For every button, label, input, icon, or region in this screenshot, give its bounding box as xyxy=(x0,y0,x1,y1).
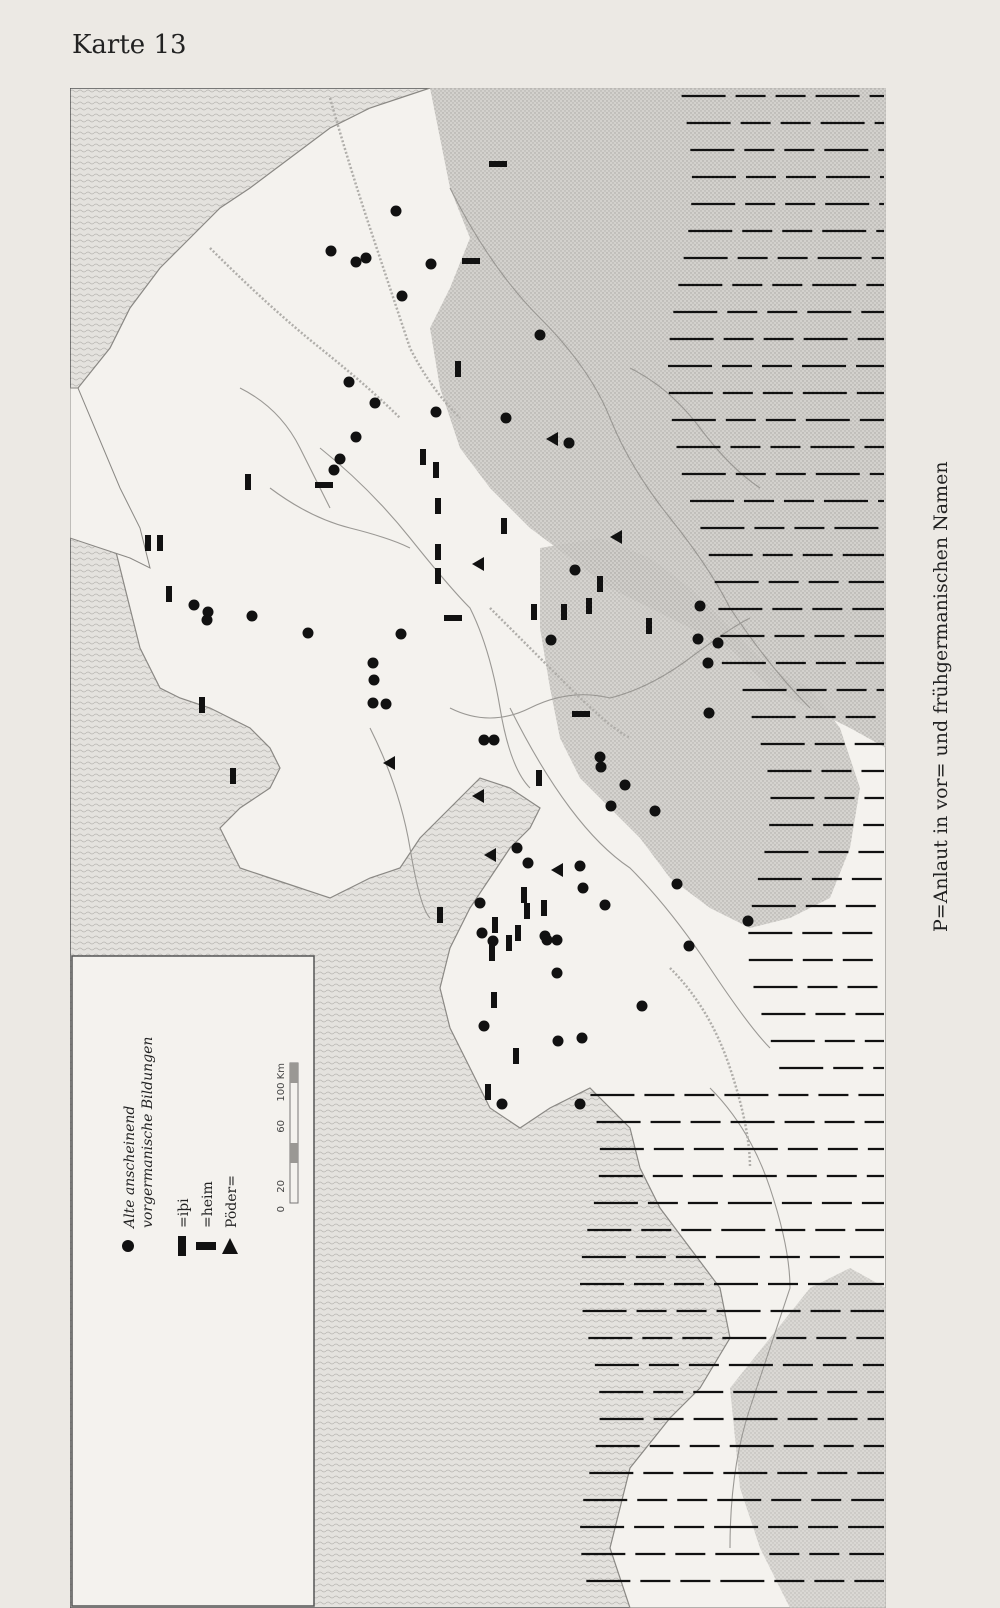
vorgermanisch-marker xyxy=(542,935,553,946)
ithi-marker xyxy=(646,618,652,634)
ithi-marker xyxy=(521,887,527,903)
ithi-marker xyxy=(531,604,537,620)
ithi-marker xyxy=(536,770,542,786)
vorgermanisch-marker xyxy=(344,377,355,388)
ithi-marker xyxy=(524,903,530,919)
vorgermanisch-marker xyxy=(397,291,408,302)
ithi-marker xyxy=(513,1048,519,1064)
vorgermanisch-marker xyxy=(695,601,706,612)
vorgermanisch-marker xyxy=(570,565,581,576)
legend-bar-icon xyxy=(178,1236,186,1256)
legend-label: Alte anscheinend xyxy=(122,1105,138,1228)
vorgermanisch-marker xyxy=(396,629,407,640)
vorgermanisch-marker xyxy=(575,1099,586,1110)
heim-marker xyxy=(572,711,590,717)
vorgermanisch-marker xyxy=(370,398,381,409)
ithi-marker xyxy=(561,604,567,620)
vorgermanisch-marker xyxy=(704,708,715,719)
vorgermanisch-marker xyxy=(477,928,488,939)
legend xyxy=(72,956,314,1606)
scale-tick-label: 20 xyxy=(276,1180,287,1193)
legend-dash-icon xyxy=(196,1242,216,1250)
ithi-marker xyxy=(541,900,547,916)
ithi-marker xyxy=(145,535,151,551)
vorgermanisch-marker xyxy=(596,762,607,773)
vorgermanisch-marker xyxy=(512,843,523,854)
ithi-marker xyxy=(485,1084,491,1100)
ithi-marker xyxy=(230,768,236,784)
vorgermanisch-marker xyxy=(620,780,631,791)
vorgermanisch-marker xyxy=(381,699,392,710)
vorgermanisch-marker xyxy=(368,658,379,669)
scale-tick-label: 0 xyxy=(276,1206,287,1213)
vorgermanisch-marker xyxy=(501,413,512,424)
map xyxy=(70,88,886,1608)
ithi-marker xyxy=(455,361,461,377)
vorgermanisch-marker xyxy=(552,968,563,979)
vorgermanisch-marker xyxy=(489,735,500,746)
vorgermanisch-marker xyxy=(713,638,724,649)
vorgermanisch-marker xyxy=(391,206,402,217)
legend-label: =iþi xyxy=(176,1198,192,1228)
vorgermanisch-marker xyxy=(326,246,337,257)
vorgermanisch-marker xyxy=(202,615,213,626)
vorgermanisch-marker xyxy=(351,432,362,443)
page-title: Karte 13 xyxy=(72,30,187,60)
vorgermanisch-marker xyxy=(693,634,704,645)
ithi-marker xyxy=(489,945,495,961)
vorgermanisch-marker xyxy=(479,735,490,746)
heim-marker xyxy=(489,161,507,167)
ithi-marker xyxy=(433,462,439,478)
ithi-marker xyxy=(437,907,443,923)
vorgermanisch-marker xyxy=(535,330,546,341)
vorgermanisch-marker xyxy=(488,936,499,947)
ithi-marker xyxy=(491,992,497,1008)
vorgermanisch-marker xyxy=(672,879,683,890)
ithi-marker xyxy=(586,598,592,614)
vorgermanisch-marker xyxy=(546,635,557,646)
vorgermanisch-marker xyxy=(552,935,563,946)
heim-marker xyxy=(444,615,462,621)
vorgermanisch-marker xyxy=(335,454,346,465)
legend-label: Pöder= xyxy=(224,1175,240,1228)
vorgermanisch-marker xyxy=(369,675,380,686)
heim-marker xyxy=(462,258,480,264)
legend-label: =heim xyxy=(200,1181,216,1228)
ithi-marker xyxy=(501,518,507,534)
vorgermanisch-marker xyxy=(600,900,611,911)
vorgermanisch-marker xyxy=(247,611,258,622)
legend-label: vorgermanische Bildungen xyxy=(140,1036,156,1228)
scale-tick-label: 100 Km xyxy=(276,1063,287,1102)
ithi-marker xyxy=(597,576,603,592)
vorgermanisch-marker xyxy=(743,916,754,927)
vorgermanisch-marker xyxy=(577,1033,588,1044)
vorgermanisch-marker xyxy=(351,257,362,268)
vorgermanisch-marker xyxy=(650,806,661,817)
heim-marker xyxy=(315,482,333,488)
ithi-marker xyxy=(515,925,521,941)
vorgermanisch-marker xyxy=(426,259,437,270)
ithi-marker xyxy=(245,474,251,490)
vorgermanisch-marker xyxy=(595,752,606,763)
vorgermanisch-marker xyxy=(329,465,340,476)
vorgermanisch-marker xyxy=(475,898,486,909)
ithi-marker xyxy=(435,568,441,584)
ithi-marker xyxy=(492,917,498,933)
vorgermanisch-marker xyxy=(189,600,200,611)
vorgermanisch-marker xyxy=(431,407,442,418)
vorgermanisch-marker xyxy=(523,858,534,869)
vorgermanisch-marker xyxy=(361,253,372,264)
scale-tick-label: 60 xyxy=(276,1120,287,1133)
vorgermanisch-marker xyxy=(575,861,586,872)
ithi-marker xyxy=(420,449,426,465)
ithi-marker xyxy=(157,535,163,551)
vorgermanisch-marker xyxy=(684,941,695,952)
ithi-marker xyxy=(435,498,441,514)
vorgermanisch-marker xyxy=(479,1021,490,1032)
vorgermanisch-marker xyxy=(564,438,575,449)
vorgermanisch-marker xyxy=(497,1099,508,1110)
ithi-marker xyxy=(199,697,205,713)
legend-circle-icon xyxy=(122,1240,134,1252)
ithi-marker xyxy=(506,935,512,951)
vorgermanisch-marker xyxy=(703,658,714,669)
vorgermanisch-marker xyxy=(637,1001,648,1012)
vorgermanisch-marker xyxy=(553,1036,564,1047)
ithi-marker xyxy=(166,586,172,602)
vorgermanisch-marker xyxy=(578,883,589,894)
vorgermanisch-marker xyxy=(606,801,617,812)
caption-text: P=Anlaut in vor= und frühgermanischen Namen xyxy=(930,461,952,932)
vorgermanisch-marker xyxy=(303,628,314,639)
ithi-marker xyxy=(435,544,441,560)
vorgermanisch-marker xyxy=(368,698,379,709)
